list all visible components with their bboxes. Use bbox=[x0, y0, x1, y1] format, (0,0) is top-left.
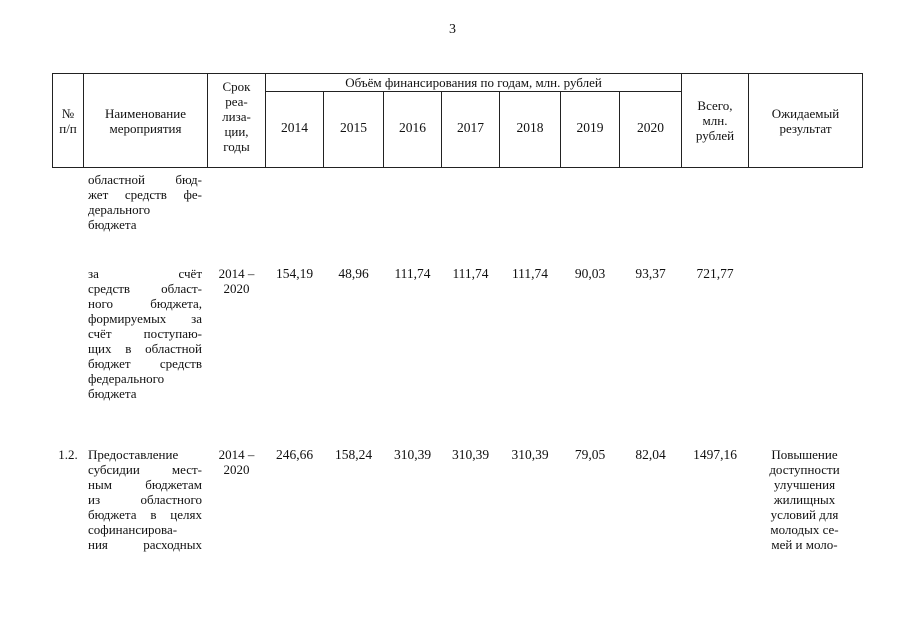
row-2-value-2020: 93,37 bbox=[635, 266, 666, 281]
header-year-2018: 2018 bbox=[516, 120, 544, 135]
row-2-term: 2014 – 2020 bbox=[218, 266, 255, 296]
row-3-num: 1.2. bbox=[58, 447, 78, 462]
row-2-value-2019: 90,03 bbox=[574, 266, 606, 281]
header-term: Срок реа- лиза- ции, годы bbox=[222, 79, 251, 154]
row-2-value-2015: 48,96 bbox=[338, 266, 369, 281]
row-2-value-2018: 111,74 bbox=[511, 266, 549, 281]
header-year-2016: 2016 bbox=[399, 120, 426, 135]
page-number: 3 bbox=[449, 22, 456, 37]
row-3-result: Повышение доступности улучшения жилищных условий для молодых се- мей и моло- bbox=[769, 447, 840, 552]
header-total: Всего, млн. рублей bbox=[695, 98, 735, 143]
row-2-value-2014: 154,19 bbox=[275, 266, 314, 281]
row-3-value-2019: 79,05 bbox=[574, 447, 606, 462]
row-1-name: областной бюд- жет средств фе- дерального бюджета bbox=[88, 172, 202, 232]
header-funding-title: Объём финансирования по годам, млн. рублей bbox=[345, 75, 602, 90]
row-3-name: Предоставление субсидии мест- ным бюджетам из областного бюджета в целях софинансирова- ния расходных bbox=[88, 447, 202, 552]
row-2-name: за счёт средств област- ного бюджета, формируемых за счёт поступаю- щих в областной бюджет средств федерального бюджета bbox=[88, 266, 202, 401]
header-year-2020: 2020 bbox=[637, 120, 664, 135]
row-3-value-2014: 246,66 bbox=[275, 447, 314, 462]
row-2-value-2017: 111,74 bbox=[452, 266, 489, 281]
row-3-value-2016: 310,39 bbox=[393, 447, 432, 462]
row-2-total: 721,77 bbox=[696, 266, 734, 281]
header-year-2014: 2014 bbox=[281, 120, 308, 135]
row-3-value-2018: 310,39 bbox=[511, 447, 549, 462]
row-3-total: 1497,16 bbox=[693, 447, 737, 462]
header-year-2019: 2019 bbox=[576, 120, 604, 135]
row-3-value-2015: 158,24 bbox=[334, 447, 373, 462]
header-year-2015: 2015 bbox=[340, 120, 367, 135]
header-result: Ожидаемый результат bbox=[771, 106, 840, 136]
row-2-value-2016: 111,74 bbox=[394, 266, 431, 281]
header-year-2017: 2017 bbox=[457, 120, 484, 135]
row-3-term: 2014 – 2020 bbox=[218, 447, 255, 477]
header-num: № п/п bbox=[59, 106, 77, 136]
row-3-value-2020: 82,04 bbox=[635, 447, 666, 462]
header-name: Наименование мероприятия bbox=[105, 106, 186, 136]
row-3-value-2017: 310,39 bbox=[451, 447, 490, 462]
